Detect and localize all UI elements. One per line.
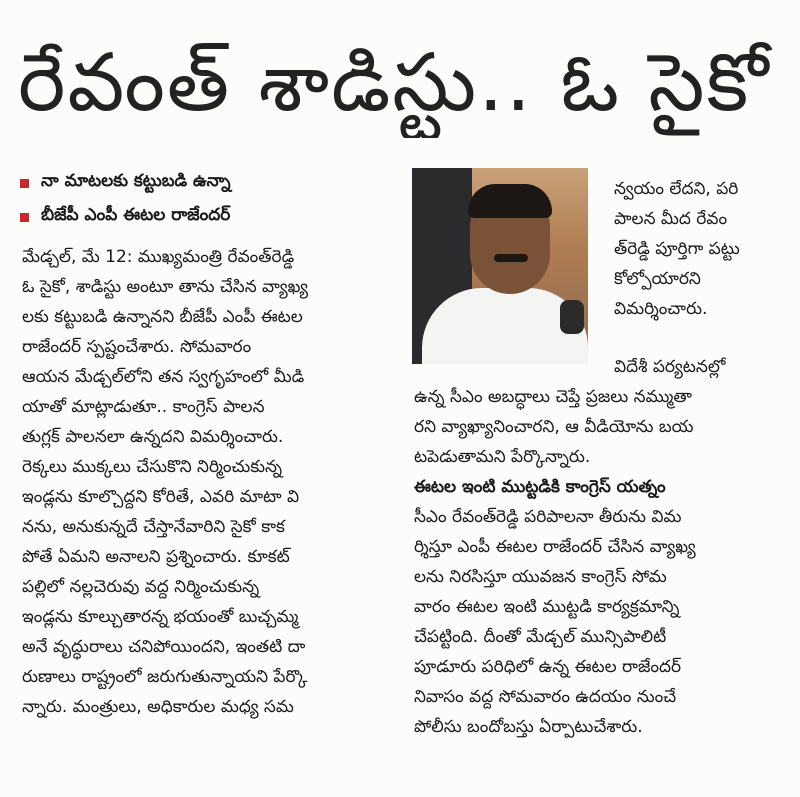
text-line: నివాసం వద్ద సోమవారం ఉదయం నుంచే (414, 687, 677, 707)
text-line: రుణాలు రాష్ట్రంలో జరుగుతున్నాయని పేర్కొ (22, 667, 308, 687)
photo-hair (468, 184, 552, 218)
text-line: పల్లిలో నల్లచెరువు వద్ద నిర్మించుకున్న (22, 577, 260, 597)
text-line: ఓ సైకో, శాడిస్టు అంటూ తాను చేసిన వ్యాఖ్య (22, 277, 309, 297)
text-line: పూడూరు పరిధిలో ఉన్న ఈటల రాజేందర్ (414, 657, 682, 677)
text-line: న్నారు. మంత్రులు, అధికారుల మధ్య సమ (22, 697, 294, 717)
text-line: కోల్పోయారని (614, 269, 701, 289)
bullet-item (20, 200, 405, 234)
text-line: ర్శిస్తూ ఎంపీ ఈటల రాజేందర్ చేసిన వ్యాఖ్య (414, 537, 696, 557)
bullet-square-icon (20, 213, 29, 222)
bullet-square-icon (20, 179, 29, 188)
text-line: వారం ఈటల ఇంటి ముట్టడి కార్యక్రమాన్ని (414, 597, 680, 617)
text-line: విదేశీ పర్యటనల్లో (614, 357, 726, 377)
photo-mustache (494, 254, 528, 262)
text-line: విమర్శించారు. (614, 299, 708, 319)
text-line: త్‌రెడ్డి పూర్తిగా పట్టు (614, 239, 740, 259)
text-line: ఇండ్లను కూల్చొద్దని కోరితే, ఎవరి మాటా వి (22, 487, 300, 507)
text-line: లను నిరసిస్తూ యువజన కాంగ్రెస్ సోమ (414, 567, 667, 587)
text-line: మేడ్చల్, మే 12: ముఖ్యమంత్రి రేవంత్‌రెడ్డి (22, 247, 295, 267)
text-line: ఉన్న సీఎం అబద్ధాలు చెప్తే ప్రజలు నమ్ముతా (414, 387, 693, 407)
text-line: లకు కట్టుబడి ఉన్నానని బీజేపీ ఎంపీ ఈటల (22, 307, 303, 327)
portrait-photo (412, 168, 588, 364)
text-line: యాతో మాట్లాడుతూ.. కాంగ్రెస్ పాలన (22, 397, 265, 417)
microphone-icon (560, 300, 584, 334)
bullet-item (20, 166, 405, 200)
text-line: రాజేందర్ స్పష్టంచేశారు. సోమవారం (22, 337, 252, 357)
text-line: రెక్కలు ముక్కలు చేసుకొని నిర్మించుకున్న (22, 457, 283, 477)
text-line: సీఎం రేవంత్‌రెడ్డి పరిపాలనా తీరును విమ (414, 507, 682, 527)
text-line: న్వయం లేదని, పరి (614, 179, 739, 199)
right-top-column (614, 174, 786, 324)
text-line: ఇండ్లను కూల్చుతారన్న భయంతో బుచ్చమ్మ (22, 607, 299, 627)
bullet-list (20, 166, 405, 234)
text-line: రని వ్యాఖ్యానించారని, ఆ వీడియోను బయ (414, 417, 694, 437)
right-column (414, 352, 788, 742)
text-line: తుగ్లక్ పాలనలా ఉన్నదని విమర్శించారు. (22, 427, 284, 447)
bullet-text: బీజేపీ ఎంపీ ఈటల రాజేందర్ (41, 205, 231, 225)
bullet-text: నా మాటలకు కట్టుబడి ఉన్నా (41, 171, 231, 191)
text-line: అనే వృద్ధురాలు చనిపోయిందని, ఇంతటి దా (22, 637, 306, 657)
text-line: టపెడుతామని పేర్కొన్నారు. (414, 447, 591, 467)
text-line: చేపట్టింది. దీంతో మేడ్చల్ మున్సిపాలిటీ (414, 627, 667, 647)
subheading: ఈటల ఇంటి ముట్టడికి కాంగ్రెస్ యత్నం (414, 477, 666, 497)
left-column (22, 242, 402, 722)
headline: రేవంత్ శాడిస్టు.. ఓ సైకో (18, 36, 771, 129)
text-line: పోతే ఏమని అనాలని ప్రశ్నించారు. కూకట్ (22, 547, 290, 567)
text-line: పోలీసు బందోబస్తు ఏర్పాటుచేశారు. (414, 717, 643, 737)
text-line: ఆయన మేడ్చల్‌లోని తన స్వగృహంలో మీడి (22, 367, 305, 387)
text-line: నను, అనుకున్నదే చేస్తానేవారిని సైకో కాక (22, 517, 285, 537)
text-line: పాలన మీద రేవం (614, 209, 728, 229)
